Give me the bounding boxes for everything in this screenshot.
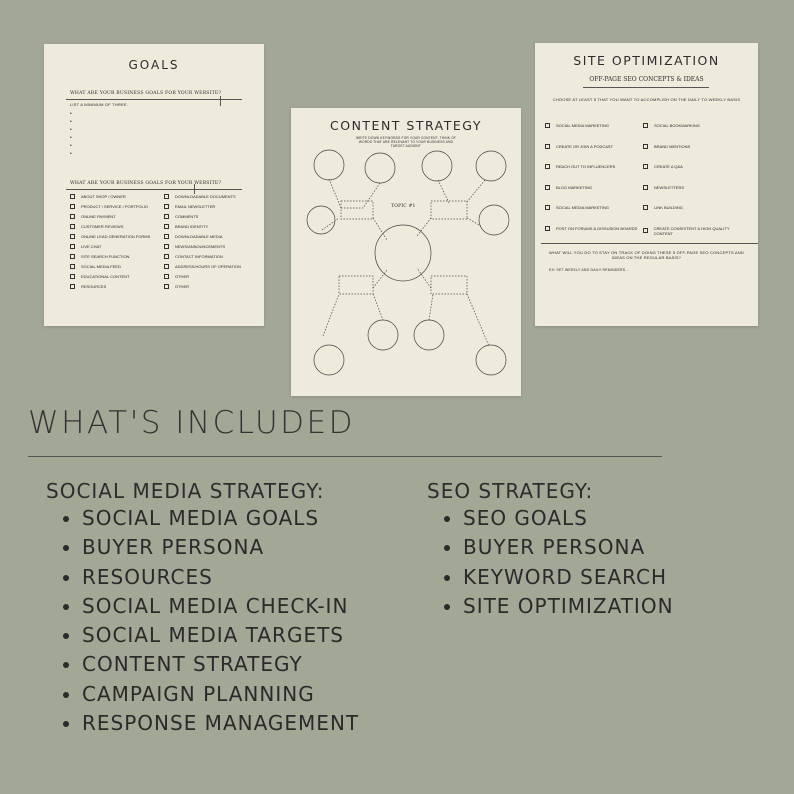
- checkbox[interactable]: [70, 244, 75, 249]
- checkbox[interactable]: [545, 164, 550, 169]
- content-strategy-worksheet-preview: [291, 108, 521, 396]
- goals-right-item: [164, 254, 223, 259]
- checkbox[interactable]: [643, 205, 648, 210]
- goals-vrule-1: [220, 96, 221, 106]
- social-media-strategy-item: RESOURCES: [46, 563, 406, 592]
- goals-right-item: [164, 214, 198, 219]
- social-media-strategy-section: [46, 478, 406, 738]
- checkbox[interactable]: [545, 205, 550, 210]
- seo-strategy-title: SEO STRATEGY:: [427, 479, 594, 503]
- checklist-label: NEWS/ANNOUNCEMENTS: [175, 244, 226, 249]
- checklist-label: EMAIL NEWSLETTER: [175, 204, 216, 209]
- seo-divider: [541, 243, 758, 244]
- seo-left-item: [545, 226, 640, 231]
- checklist-label: BRAND IDENTITY: [175, 224, 209, 229]
- seo-right-item: [643, 226, 738, 236]
- checkbox[interactable]: [70, 224, 75, 229]
- checkbox[interactable]: [164, 214, 169, 219]
- social-media-strategy-list: [46, 504, 406, 738]
- checklist-label: NEWSLETTERS: [654, 184, 685, 190]
- mind-map-center-label: TOPIC #1: [391, 204, 416, 209]
- goals-question-1: WHAT ARE YOUR BUSINESS GOALS FOR YOUR WEBSITE?: [70, 91, 222, 96]
- checkbox[interactable]: [70, 284, 75, 289]
- checklist-label: SOCIAL MEDIA MARKETING: [556, 123, 609, 128]
- seo-left-item: [545, 144, 640, 149]
- goals-left-item: [70, 244, 101, 249]
- goals-right-item: [164, 274, 189, 279]
- seo-title: SITE OPTIMIZATION: [573, 53, 720, 68]
- checkbox[interactable]: [164, 274, 169, 279]
- checkbox[interactable]: [70, 254, 75, 259]
- checkbox[interactable]: [164, 254, 169, 259]
- seo-strategy-item: KEYWORD SEARCH: [427, 563, 767, 592]
- whats-included-rule: [28, 456, 662, 457]
- goals-right-item: [164, 204, 215, 209]
- goals-right-item: [164, 284, 189, 289]
- seo-left-item: [545, 123, 640, 128]
- seo-right-item: [643, 164, 738, 169]
- checklist-label: CREATE OR JOIN A PODCAST: [556, 143, 614, 149]
- seo-strategy-section: [427, 478, 767, 621]
- checkbox[interactable]: [70, 264, 75, 269]
- checklist-label: BRAND MENTIONS: [654, 143, 691, 149]
- seo-left-item: [545, 185, 640, 190]
- checklist-label: LINK BUILDING: [654, 205, 683, 210]
- goals-left-item: [70, 214, 116, 219]
- seo-right-item: [643, 144, 738, 149]
- social-media-strategy-item: RESPONSE MANAGEMENT: [46, 709, 406, 738]
- checkbox[interactable]: [164, 234, 169, 239]
- checklist-label: CONTACT INFORMATION: [175, 254, 223, 259]
- checklist-label: BLOG MARKETING: [556, 184, 593, 190]
- social-media-strategy-item: SOCIAL MEDIA CHECK-IN: [46, 592, 406, 621]
- seo-subtitle: OFF-PAGE SEO CONCEPTS & IDEAS: [589, 76, 704, 83]
- content-subtitle: WRITE DOWN KEYWORDS FOR YOUR CONTENT. THINK OF WORDS THAT ARE RELEVANT TO YOUR BUSINESS AND TARGET AUDIENT: [355, 136, 457, 148]
- goals-hint: LIST A MINIMUM OF THREE.: [70, 102, 128, 107]
- seo-strategy-item: SITE OPTIMIZATION: [427, 592, 767, 621]
- seo-strategy-item: SEO GOALS: [427, 504, 767, 533]
- checkbox[interactable]: [70, 214, 75, 219]
- checklist-label: SOCIAL BOOKMARKING: [654, 123, 700, 128]
- checklist-label: OTHER: [175, 274, 189, 279]
- seo-strategy-list: [427, 504, 767, 621]
- checkbox[interactable]: [643, 228, 648, 233]
- checklist-label: SOCIAL MEDIA FEED: [81, 264, 121, 269]
- goals-right-item: [164, 234, 223, 239]
- seo-instruction: CHOOSE AT LEAST 5 THAT YOU WANT TO ACCOMPLISH ON THE DAILY TO WEEKLY BASIS: [552, 97, 741, 102]
- seo-right-item: [643, 185, 738, 190]
- seo-example: EX: SET WEEKLY AND DAILY REMINDERS...: [549, 268, 629, 272]
- social-media-strategy-item: CAMPAIGN PLANNING: [46, 680, 406, 709]
- goals-left-item: [70, 204, 148, 209]
- checklist-label: PRODUCT / SERVICE / PORTFOLIO: [81, 204, 148, 209]
- goals-worksheet-preview: [44, 44, 264, 326]
- social-media-strategy-item: CONTENT STRATEGY: [46, 650, 406, 679]
- checklist-label: EDUCATIONAL CONTENT: [81, 274, 130, 279]
- goals-left-item: [70, 254, 129, 259]
- goals-right-item: [164, 194, 236, 199]
- checklist-label: CUSTOMER REVIEWS: [81, 224, 124, 229]
- checkbox[interactable]: [164, 204, 169, 209]
- seo-question: WHAT WILL YOU DO TO STAY ON TRACK OF DOING THESE 5 OFF-PAGE SEO CONCEPTS AND IDEAS ON THE REGULAR BASIS?: [549, 250, 744, 260]
- seo-left-item: [545, 164, 640, 169]
- checklist-label: DOWNLOADABLE DOCUMENTS: [175, 194, 236, 199]
- checklist-label: ABOUT SHOP / OWNER: [81, 194, 126, 199]
- goals-right-item: [164, 224, 208, 229]
- goals-left-item: [70, 234, 150, 239]
- checklist-label: OTHER: [175, 284, 189, 289]
- goals-left-item: [70, 194, 126, 199]
- social-media-strategy-item: SOCIAL MEDIA GOALS: [46, 504, 406, 533]
- checkbox[interactable]: [70, 194, 75, 199]
- checkbox[interactable]: [164, 284, 169, 289]
- content-title: CONTENT STRATEGY: [330, 118, 482, 133]
- checklist-label: POST ON FORUMS & DISSUSION BOARDS: [556, 225, 638, 231]
- checklist-label: SOCIAL MEDIA MARKETING: [556, 205, 609, 210]
- checkbox[interactable]: [643, 144, 648, 149]
- whats-included-heading: WHAT'S INCLUDED: [28, 405, 355, 441]
- checkbox[interactable]: [643, 185, 648, 190]
- seo-strategy-item: BUYER PERSONA: [427, 533, 767, 562]
- goals-question-2: WHAT ARE YOUR BUSINESS GOALS FOR YOUR WEBSITE?: [70, 181, 222, 186]
- checkbox[interactable]: [164, 224, 169, 229]
- checkbox[interactable]: [70, 274, 75, 279]
- checklist-label: CREATE A Q&A: [654, 164, 683, 169]
- seo-left-item: [545, 205, 640, 210]
- checklist-label: COMMENTS: [175, 214, 199, 219]
- goals-right-item: [164, 244, 225, 249]
- checkbox[interactable]: [545, 226, 550, 231]
- checkbox[interactable]: [164, 244, 169, 249]
- checkbox[interactable]: [545, 144, 550, 149]
- checklist-label: RESOURCES: [81, 284, 107, 289]
- seo-right-item: [643, 123, 738, 128]
- checkbox[interactable]: [643, 123, 648, 128]
- social-media-strategy-item: BUYER PERSONA: [46, 533, 406, 562]
- goals-left-item: [70, 284, 106, 289]
- checkbox[interactable]: [70, 204, 75, 209]
- goals-title: GOALS: [128, 58, 180, 72]
- goals-vrule-2: [194, 184, 195, 194]
- goals-rule-1: [66, 99, 242, 100]
- mind-map-diagram: [291, 108, 521, 396]
- checkbox[interactable]: [164, 264, 169, 269]
- seo-right-item: [643, 205, 738, 210]
- goals-left-item: [70, 274, 129, 279]
- site-optimization-worksheet-preview: [535, 43, 758, 326]
- goals-bullet-list: • • • • • •: [70, 111, 72, 157]
- goals-rule-2: [66, 189, 242, 190]
- checkbox[interactable]: [70, 234, 75, 239]
- checkbox[interactable]: [545, 185, 550, 190]
- goals-left-item: [70, 264, 121, 269]
- checklist-label: ADDRESS/HOURS OF OPERATION: [175, 264, 241, 269]
- checkbox[interactable]: [164, 194, 169, 199]
- checklist-label: ONLINE LEAD GENERATION FORMS: [81, 234, 151, 239]
- social-media-strategy-item: SOCIAL MEDIA TARGETS: [46, 621, 406, 650]
- checklist-label: DOWNLOADABLE MEDIA: [175, 234, 223, 239]
- checklist-label: SITE SEARCH FUNCTION: [81, 254, 130, 259]
- seo-subtitle-rule: [583, 87, 709, 88]
- checkbox[interactable]: [545, 123, 550, 128]
- checklist-label: CREATE CONSISTENT & HIGH QUALITY CONTENT: [653, 225, 730, 236]
- social-media-strategy-title: SOCIAL MEDIA STRATEGY:: [46, 479, 325, 503]
- checkbox[interactable]: [643, 164, 648, 169]
- goals-left-item: [70, 224, 123, 229]
- checklist-label: LIVE CHAT: [81, 244, 102, 249]
- checklist-label: ONLINE PAYMENT: [81, 214, 116, 219]
- checklist-label: REACH OUT TO INFLUENCERS: [556, 164, 616, 169]
- goals-right-item: [164, 264, 241, 269]
